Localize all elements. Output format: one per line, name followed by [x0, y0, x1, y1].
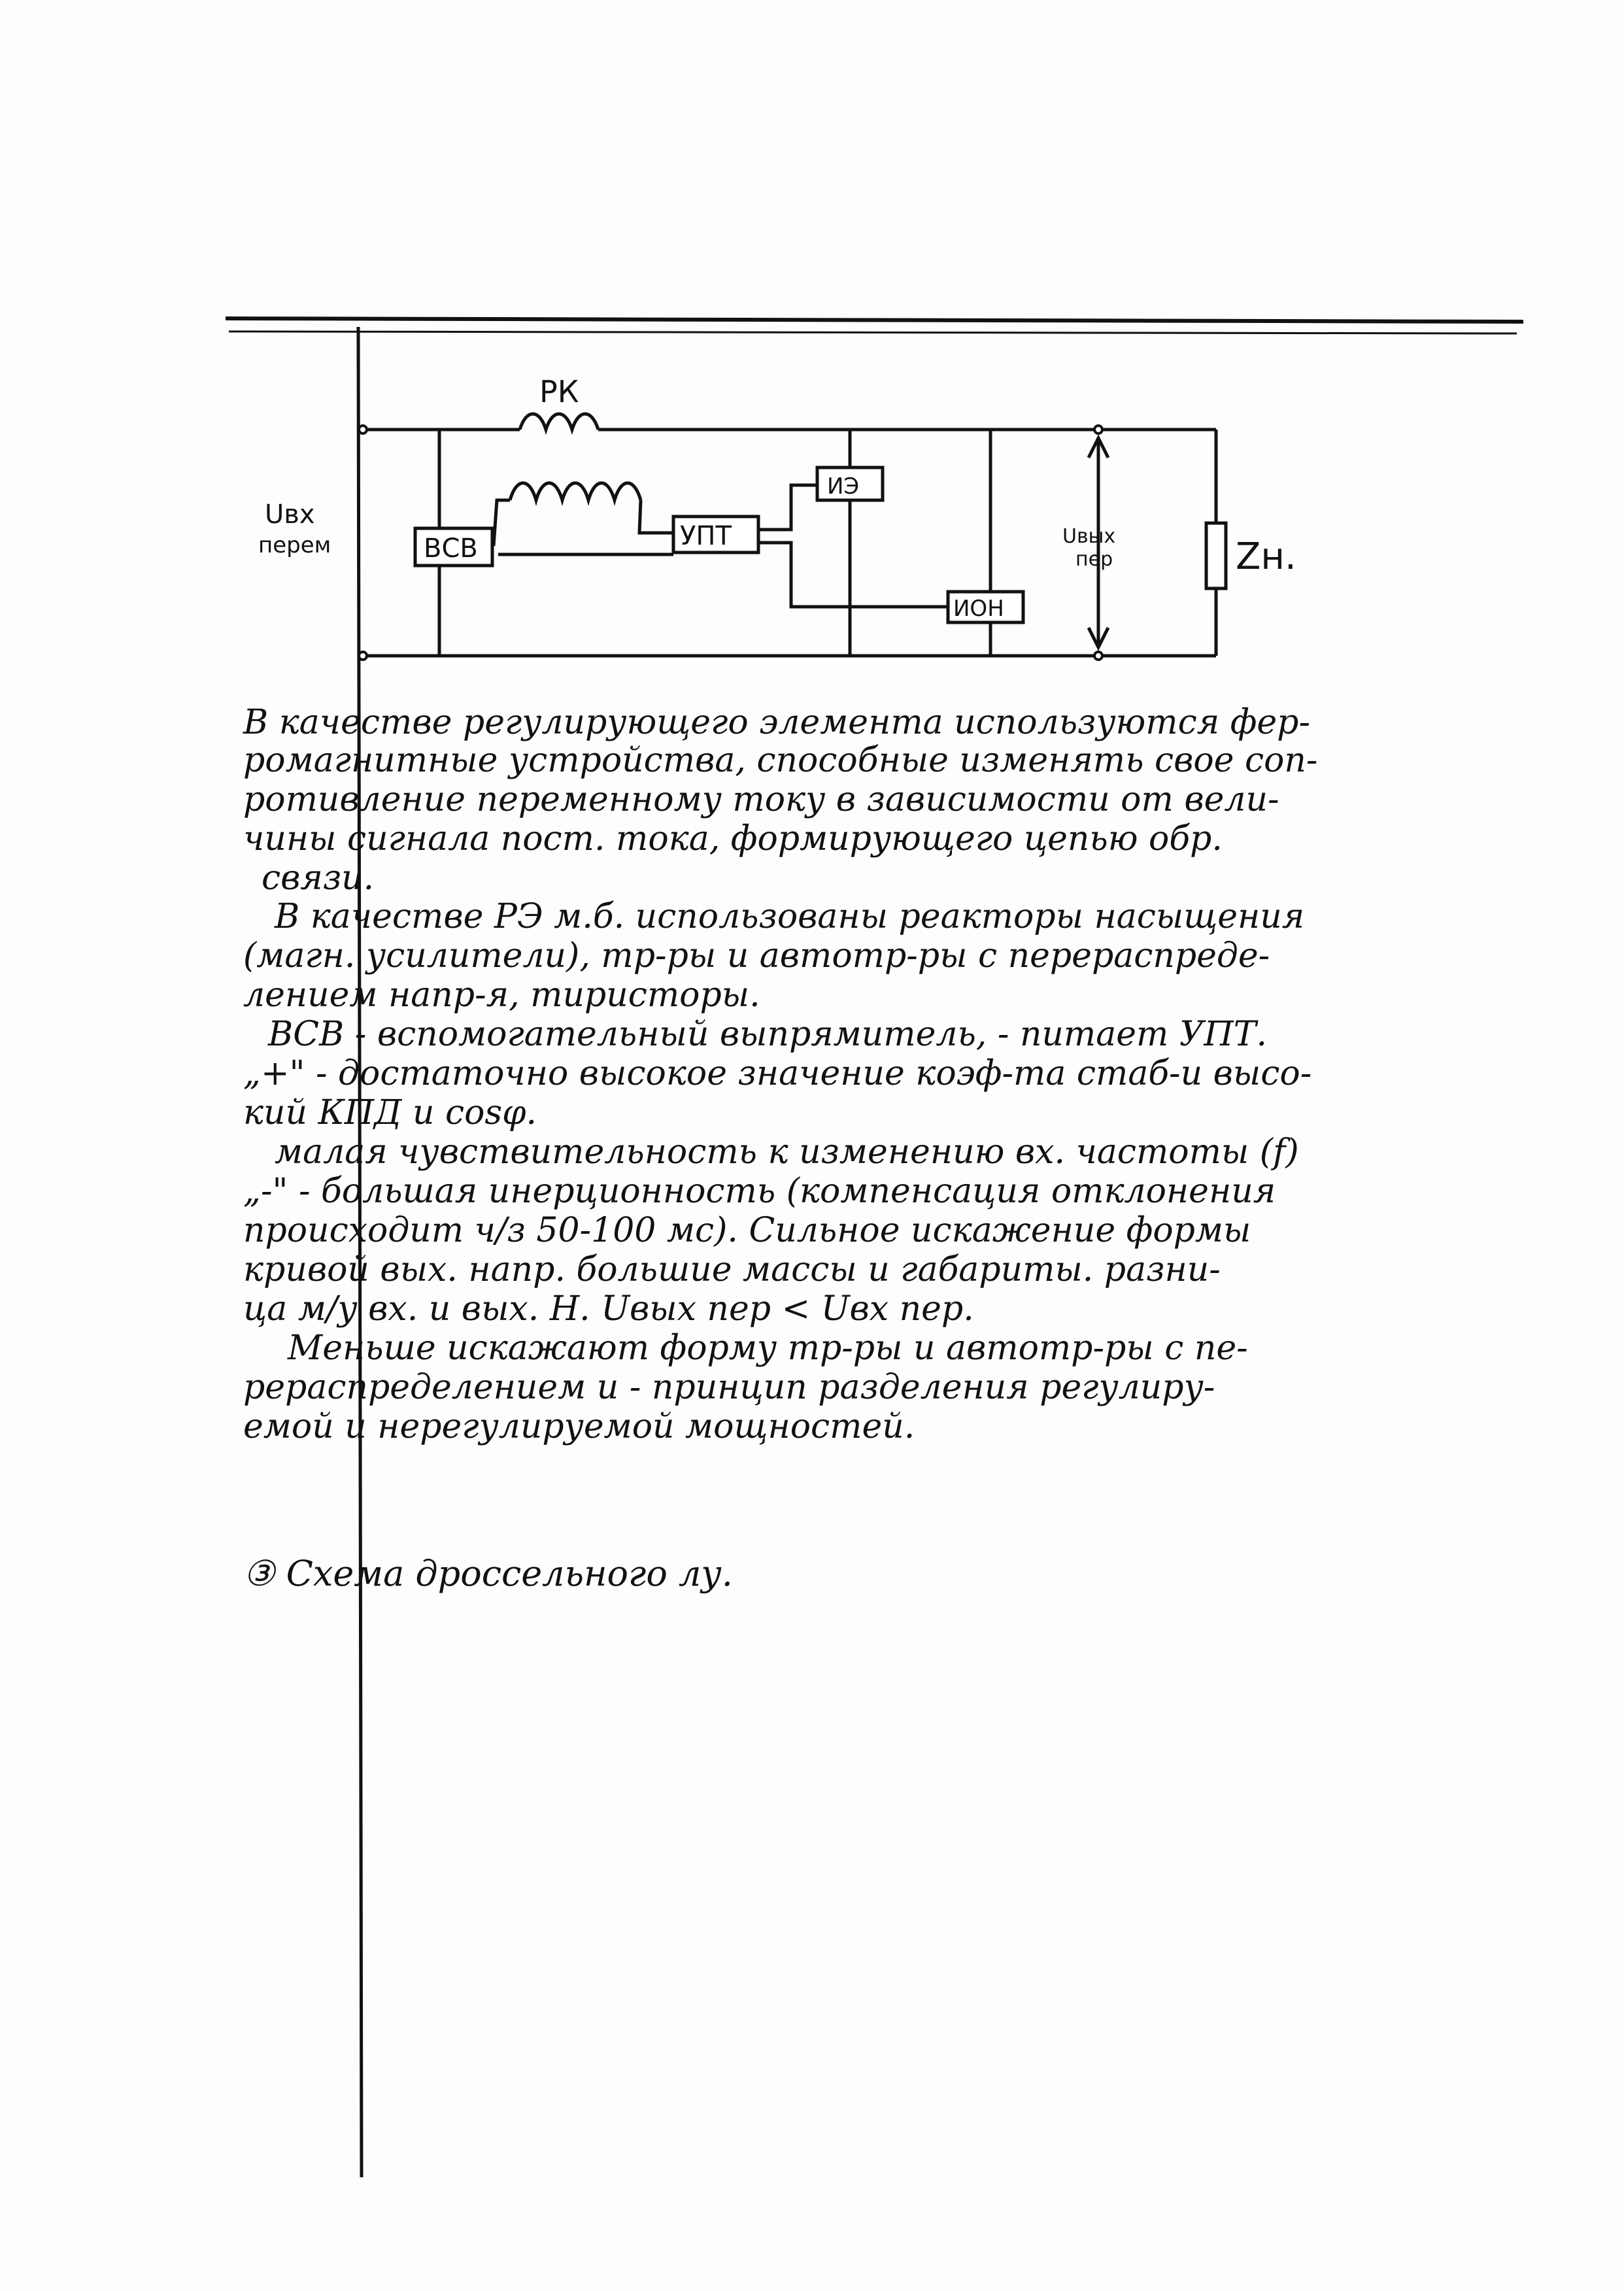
text-line-12: малая чувствительность к изменению вх. частоты (f): [275, 1132, 1299, 1172]
text-line-8: лением напр-я, тиристоры.: [243, 976, 760, 1015]
input-terminal-top: [359, 426, 367, 433]
text-line-17: Меньше искажают форму тр-ры и автотр-ры с пе-: [288, 1329, 1248, 1368]
text-line-13: „-" - большая инерционность (компенсация отклонения: [243, 1172, 1276, 1211]
output-terminal-top: [1094, 426, 1102, 433]
text-line-2: ромагнитные устройства, способные изменять свое соп-: [243, 741, 1318, 780]
choke-rk: [520, 414, 598, 430]
section-heading: ③ Схема дроссельного лу.: [243, 1553, 733, 1594]
text-line-16: ца м/у вх. и вых. Н. Uвых пер < Uвх пер.: [243, 1289, 974, 1329]
output-terminal-bottom: [1094, 652, 1102, 660]
wire-to-winding: [494, 500, 510, 546]
text-line-9: ВСВ - вспомогательный выпрямитель, - питает УПТ.: [268, 1015, 1267, 1054]
text-line-1: В качестве регулирующего элемента используются фер-: [243, 703, 1311, 742]
text-line-15: кривой вых. напр. большие массы и габариты. разни-: [243, 1250, 1221, 1289]
text-line-14: происходит ч/з 50-100 мс). Сильное искажение формы: [243, 1211, 1251, 1250]
upt-label: УПТ: [680, 521, 732, 551]
text-line-19: емой и нерегулируемой мощностей.: [243, 1407, 915, 1446]
u-out-label-2: пер: [1075, 548, 1113, 571]
top-rule: [226, 318, 1523, 322]
u-out-label: Uвых: [1062, 525, 1116, 548]
text-line-5: связи.: [262, 858, 375, 898]
ie-label: ИЭ: [827, 473, 860, 500]
text-line-7: (магн. усилители), тр-ры и автотр-ры с перераспреде-: [243, 936, 1270, 976]
text-line-10: „+" - достаточно высокое значение коэф-та стаб-и высо-: [243, 1054, 1312, 1093]
load-zn: [1206, 523, 1226, 588]
vsv-label: ВСВ: [424, 534, 478, 564]
text-line-11: кий КПД и cosφ.: [243, 1093, 537, 1132]
wire-upt-ie: [758, 485, 817, 530]
u-in-label: Uвх: [265, 500, 315, 530]
text-line-6: В качестве РЭ м.б. использованы реакторы насыщения: [275, 897, 1305, 936]
load-label: Zн.: [1236, 535, 1296, 578]
wire-ion-upt: [758, 543, 948, 607]
control-winding: [510, 483, 641, 500]
ion-label: ИОН: [953, 596, 1004, 622]
wire-winding-upt: [639, 500, 673, 533]
text-line-4: чины сигнала пост. тока, формирующего цепью обр.: [243, 819, 1223, 858]
text-line-3: ротивление переменному току в зависимости от вели-: [243, 780, 1279, 819]
input-terminal-bottom: [359, 652, 367, 660]
rk-label: РК: [539, 374, 579, 409]
top-rule-thin: [229, 331, 1517, 333]
text-line-18: рераспределением и - принцип разделения регулиру-: [243, 1368, 1215, 1407]
u-in-label-2: перем: [258, 532, 331, 558]
